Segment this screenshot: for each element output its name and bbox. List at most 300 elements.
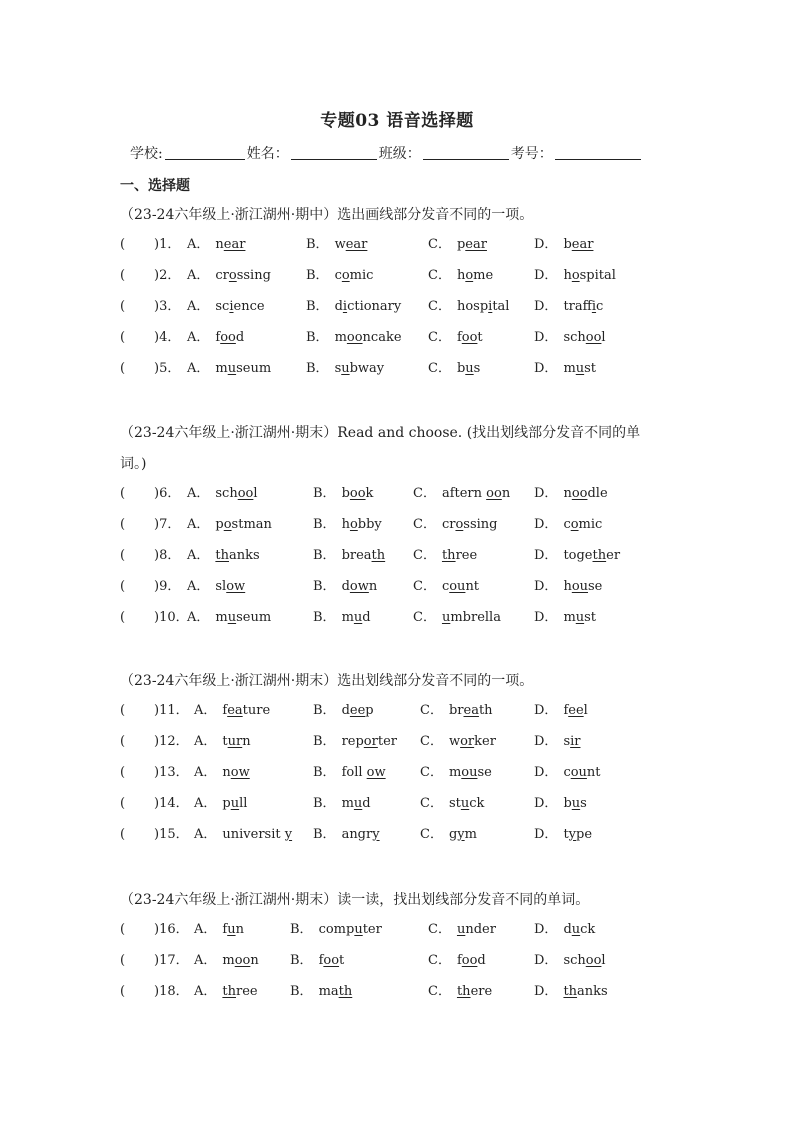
word-part: ence [233, 299, 265, 314]
word-part: st [584, 610, 597, 625]
option-d[interactable] [534, 701, 588, 721]
answer-paren-open[interactable]: ( [120, 734, 126, 749]
option-b[interactable] [313, 484, 373, 504]
option-d[interactable] [534, 825, 592, 845]
option-b[interactable] [313, 608, 371, 628]
instruction: （23-24六年级上·浙江湖州·期末）Read and choose. (找出划线部分发音不同的单 [120, 425, 641, 441]
option-letter: B． [313, 486, 336, 501]
instruction-continued: 词。) [120, 456, 147, 472]
option-letter: B． [313, 703, 336, 718]
option-word [335, 330, 402, 345]
option-d[interactable] [534, 297, 603, 317]
question-number: )14． [154, 796, 189, 811]
school-label: 学校: [130, 146, 163, 162]
word-part: n [235, 922, 244, 937]
option-c[interactable] [428, 359, 480, 379]
word-part: b [563, 796, 572, 811]
question-number: )1． [154, 237, 181, 252]
option-d[interactable] [534, 794, 587, 814]
option-a[interactable] [194, 732, 251, 752]
option-d[interactable] [534, 577, 602, 597]
word-part: pe [576, 827, 593, 842]
option-a[interactable] [187, 515, 272, 535]
question-number: )12． [154, 734, 189, 749]
option-c[interactable] [420, 794, 484, 814]
underlined-part: i [591, 299, 597, 314]
option-c[interactable] [420, 825, 477, 845]
answer-paren-open[interactable]: ( [120, 796, 126, 811]
word-part: ree [455, 548, 478, 563]
answer-paren-open[interactable]: ( [120, 299, 126, 314]
option-word [215, 610, 271, 625]
option-letter: C． [413, 610, 436, 625]
number-blank[interactable] [555, 145, 641, 160]
option-word [563, 330, 605, 345]
underlined-part: th [456, 984, 471, 999]
option-letter: A． [187, 579, 210, 594]
question-row [120, 759, 690, 790]
word-part: ma [318, 984, 339, 999]
option-letter: D． [534, 922, 558, 937]
word-part: m [341, 610, 354, 625]
underlined-part: i [342, 299, 348, 314]
word-part: b [563, 237, 572, 252]
option-d[interactable] [534, 359, 596, 379]
option-letter: B． [313, 827, 336, 842]
option-a[interactable] [187, 235, 245, 255]
option-word [222, 984, 257, 999]
option-word [563, 517, 602, 532]
word-part: ck [580, 922, 596, 937]
word-part: m [448, 765, 462, 780]
underlined-part: ee [568, 703, 584, 718]
option-letter: A． [187, 330, 210, 345]
question-number: )10． [154, 610, 189, 625]
option-a[interactable] [194, 794, 247, 814]
underlined-part: ow [226, 579, 246, 594]
underlined-part: ow [230, 765, 250, 780]
underlined-part: ear [223, 237, 246, 252]
option-letter: A． [187, 548, 210, 563]
word-part: me [473, 268, 494, 283]
option-c[interactable] [413, 484, 510, 504]
word-part: h [563, 579, 572, 594]
word-part: g [448, 827, 458, 842]
underlined-part: ea [463, 703, 479, 718]
option-word [563, 610, 596, 625]
option-d[interactable] [534, 515, 602, 535]
underlined-part: u [460, 796, 470, 811]
option-b[interactable] [306, 359, 384, 379]
option-a[interactable] [187, 359, 271, 379]
option-letter: B． [313, 765, 336, 780]
word-part: s [580, 796, 587, 811]
option-c[interactable] [420, 701, 493, 721]
word-part: m [215, 610, 228, 625]
option-letter: A． [187, 610, 210, 625]
option-letter: A． [194, 984, 217, 999]
answer-paren-open[interactable]: ( [120, 953, 126, 968]
option-letter: B． [306, 268, 329, 283]
option-d[interactable] [534, 982, 608, 1002]
option-word [335, 299, 402, 314]
word-part: spital [579, 268, 616, 283]
option-word [215, 268, 271, 283]
question-number: )18． [154, 984, 189, 999]
word-part: d [341, 703, 350, 718]
option-d[interactable] [534, 235, 593, 255]
word-part: se [588, 579, 603, 594]
option-d[interactable] [534, 763, 601, 783]
option-a[interactable] [194, 920, 244, 940]
option-c[interactable] [428, 982, 492, 1002]
underlined-part: u [353, 610, 363, 625]
word-part: anks [577, 984, 608, 999]
word-part: toge [563, 548, 593, 563]
option-letter: C． [420, 734, 443, 749]
underlined-part: oo [461, 330, 478, 345]
word-part: n [242, 734, 251, 749]
option-word [342, 827, 380, 842]
option-word [563, 796, 586, 811]
word-part: d [235, 330, 245, 345]
option-word [457, 268, 493, 283]
option-a[interactable] [187, 546, 260, 566]
underlined-part: o [455, 517, 464, 532]
option-b[interactable] [313, 825, 380, 845]
word-part: m [464, 827, 477, 842]
option-letter: D． [534, 299, 558, 314]
underlined-part: th [592, 548, 607, 563]
answer-paren-open[interactable]: ( [120, 330, 126, 345]
word-part: t [477, 330, 483, 345]
option-c[interactable] [413, 608, 501, 628]
option-b[interactable] [290, 920, 382, 940]
underlined-part: u [230, 796, 240, 811]
option-letter: C． [428, 953, 451, 968]
word-part: nder [465, 922, 496, 937]
option-d[interactable] [534, 546, 620, 566]
option-a[interactable] [194, 982, 258, 1002]
option-a[interactable] [194, 701, 270, 721]
option-word [222, 765, 249, 780]
word-part: s [473, 361, 481, 376]
option-word [449, 734, 496, 749]
class-blank[interactable] [423, 145, 509, 160]
option-letter: A． [194, 703, 217, 718]
answer-paren-open[interactable]: ( [120, 268, 126, 283]
option-a[interactable] [187, 266, 271, 286]
answer-paren-open[interactable]: ( [120, 361, 126, 376]
word-part: s [334, 361, 342, 376]
word-part: b [456, 361, 466, 376]
option-letter: B． [306, 299, 329, 314]
option-a[interactable] [194, 951, 259, 971]
word-part: f [456, 953, 462, 968]
option-d[interactable] [534, 920, 595, 940]
underlined-part: u [227, 610, 237, 625]
underlined-part: o [571, 268, 580, 283]
option-letter: A． [194, 796, 217, 811]
option-word [563, 765, 600, 780]
question-row [120, 231, 690, 262]
option-b[interactable] [313, 732, 397, 752]
answer-paren-open[interactable]: ( [120, 984, 126, 999]
word-part: n [222, 765, 231, 780]
word-part: c [563, 765, 571, 780]
option-c[interactable] [428, 297, 509, 317]
underlined-part: u [354, 922, 363, 937]
option-letter: A． [194, 922, 217, 937]
question-row [120, 821, 690, 852]
word-part: t [563, 827, 569, 842]
underlined-part: ou [461, 765, 478, 780]
word-part: aftern [441, 486, 487, 501]
answer-paren-open[interactable]: ( [120, 517, 126, 532]
option-a[interactable] [194, 763, 250, 783]
word-part: h [341, 517, 350, 532]
option-d[interactable] [534, 608, 596, 628]
option-word [563, 953, 605, 968]
option-word [342, 765, 386, 780]
question-row [120, 916, 690, 947]
option-letter: D． [534, 703, 558, 718]
word-part: p [365, 703, 374, 718]
option-b[interactable] [313, 794, 371, 814]
question-group-3 [120, 666, 690, 852]
option-word [215, 330, 244, 345]
option-word [563, 579, 602, 594]
option-word [563, 486, 607, 501]
underlined-part: ow [349, 579, 369, 594]
underlined-part: oo [323, 953, 340, 968]
option-b[interactable] [313, 701, 374, 721]
word-part: se [477, 765, 492, 780]
underlined-part: ur [227, 734, 243, 749]
underlined-part: y [457, 827, 465, 842]
option-d[interactable] [534, 328, 606, 348]
word-part: ll [239, 796, 248, 811]
word-part: m [563, 610, 576, 625]
underlined-part: u [456, 922, 466, 937]
option-b[interactable] [306, 266, 373, 286]
question-group-4 [120, 885, 690, 1009]
option-b[interactable] [313, 546, 385, 566]
option-letter: A． [187, 486, 210, 501]
section-heading: 一、选择题 [120, 178, 190, 194]
word-part: ree [236, 984, 258, 999]
option-c[interactable] [413, 546, 477, 566]
option-word [457, 330, 483, 345]
word-part: f [563, 703, 569, 718]
word-part: m [341, 796, 354, 811]
word-part: ssing [463, 517, 498, 532]
option-c[interactable] [420, 732, 496, 752]
underlined-part: u [575, 610, 585, 625]
word-part: c [441, 579, 450, 594]
option-word [215, 361, 271, 376]
answer-paren-open[interactable]: ( [120, 765, 126, 780]
option-letter: C． [420, 827, 443, 842]
word-part: ker [474, 734, 496, 749]
option-c[interactable] [420, 763, 492, 783]
option-b[interactable] [313, 763, 386, 783]
answer-paren-open[interactable]: ( [120, 922, 126, 937]
option-d[interactable] [534, 951, 606, 971]
option-a[interactable] [187, 577, 245, 597]
option-word [457, 299, 510, 314]
word-part: f [222, 703, 228, 718]
question-row [120, 978, 690, 1009]
word-part: d [341, 579, 350, 594]
answer-paren-open[interactable]: ( [120, 486, 126, 501]
word-part: ctionary [347, 299, 402, 314]
option-letter: C． [428, 237, 451, 252]
option-word [449, 703, 493, 718]
underlined-part: o [349, 517, 358, 532]
option-word [563, 703, 587, 718]
word-part: p [456, 237, 466, 252]
word-part: th [478, 703, 493, 718]
option-d[interactable] [534, 266, 616, 286]
option-letter: C． [420, 703, 443, 718]
option-word [342, 796, 371, 811]
answer-paren-open[interactable]: ( [120, 610, 126, 625]
answer-paren-open[interactable]: ( [120, 827, 126, 842]
question-row [120, 604, 690, 635]
underlined-part: o [465, 268, 474, 283]
option-word [342, 579, 378, 594]
word-part: universit [222, 827, 285, 842]
underlined-part: u [353, 796, 363, 811]
option-word [563, 268, 616, 283]
question-row [120, 790, 690, 821]
word-part: n [250, 953, 259, 968]
underlined-part: oo [346, 330, 363, 345]
option-word [215, 299, 264, 314]
option-d[interactable] [534, 484, 608, 504]
word-part: d [334, 299, 343, 314]
option-c[interactable] [428, 266, 493, 286]
word-part: st [448, 796, 461, 811]
instruction: （23-24六年级上·浙江湖州·期末）读一读，找出划线部分发音不同的单词。 [120, 892, 590, 908]
answer-paren-open[interactable]: ( [120, 548, 126, 563]
option-word [563, 548, 620, 563]
option-letter: C． [428, 330, 451, 345]
underlined-part: oo [585, 330, 602, 345]
word-part: c [334, 268, 342, 283]
option-letter: D． [534, 953, 558, 968]
question-row [120, 728, 690, 759]
option-letter: A． [187, 361, 210, 376]
option-letter: A． [194, 734, 217, 749]
option-b[interactable] [306, 328, 402, 348]
word-part: m [222, 953, 235, 968]
option-word [563, 984, 607, 999]
question-number: )4． [154, 330, 181, 345]
underlined-part: th [563, 984, 578, 999]
name-blank[interactable] [291, 145, 377, 160]
underlined-part: th [222, 984, 236, 999]
underlined-part: th [338, 984, 353, 999]
option-c[interactable] [428, 328, 483, 348]
word-part: m [563, 361, 576, 376]
option-letter: A． [194, 953, 217, 968]
option-word [442, 610, 501, 625]
option-word [335, 361, 385, 376]
word-part: p [222, 796, 231, 811]
school-blank[interactable] [165, 145, 245, 160]
question-number: )11． [154, 703, 189, 718]
word-part: mic [578, 517, 603, 532]
option-a[interactable] [187, 328, 244, 348]
answer-paren-open[interactable]: ( [120, 703, 126, 718]
underlined-part: th [441, 548, 456, 563]
option-word [442, 486, 510, 501]
option-b[interactable] [313, 577, 377, 597]
underlined-part: oo [486, 486, 502, 501]
option-letter: B． [313, 796, 336, 811]
option-a[interactable] [187, 484, 258, 504]
option-b[interactable] [313, 515, 382, 535]
word-part: n [368, 579, 378, 594]
option-letter: D． [534, 517, 558, 532]
option-b[interactable] [306, 297, 401, 317]
option-c[interactable] [428, 235, 487, 255]
underlined-part: ou [571, 579, 589, 594]
underlined-part: or [460, 734, 475, 749]
underlined-part: o [341, 268, 350, 283]
underlined-part: i [488, 299, 493, 314]
number-label: 考号： [510, 146, 553, 162]
word-part: anks [229, 548, 260, 563]
option-b[interactable] [290, 951, 344, 971]
question-row [120, 697, 690, 728]
option-word [215, 548, 259, 563]
question-number: )17． [154, 953, 189, 968]
word-part: w [334, 237, 346, 252]
underlined-part: ear [571, 237, 594, 252]
option-a[interactable] [194, 825, 292, 845]
word-part: st [584, 361, 597, 376]
option-word [449, 827, 477, 842]
option-b[interactable] [306, 235, 367, 255]
option-letter: B． [306, 330, 329, 345]
option-letter: B． [313, 579, 336, 594]
word-part: c [563, 517, 571, 532]
option-word [222, 734, 250, 749]
option-b[interactable] [290, 982, 352, 1002]
option-word [442, 579, 479, 594]
option-d[interactable] [534, 732, 580, 752]
option-letter: C． [413, 548, 436, 563]
instruction: （23-24六年级上·浙江湖州·期中）选出画线部分发音不同的一项。 [120, 207, 534, 223]
option-a[interactable] [187, 608, 271, 628]
option-c[interactable] [428, 920, 496, 940]
option-c[interactable] [413, 515, 497, 535]
option-letter: B． [290, 953, 313, 968]
answer-paren-open[interactable]: ( [120, 579, 126, 594]
option-word [563, 922, 595, 937]
option-c[interactable] [428, 951, 486, 971]
answer-paren-open[interactable]: ( [120, 237, 126, 252]
option-a[interactable] [187, 297, 265, 317]
option-letter: A． [187, 268, 210, 283]
option-c[interactable] [413, 577, 479, 597]
word-part: d [477, 953, 486, 968]
word-part: sch [215, 486, 238, 501]
underlined-part: y [372, 827, 380, 842]
